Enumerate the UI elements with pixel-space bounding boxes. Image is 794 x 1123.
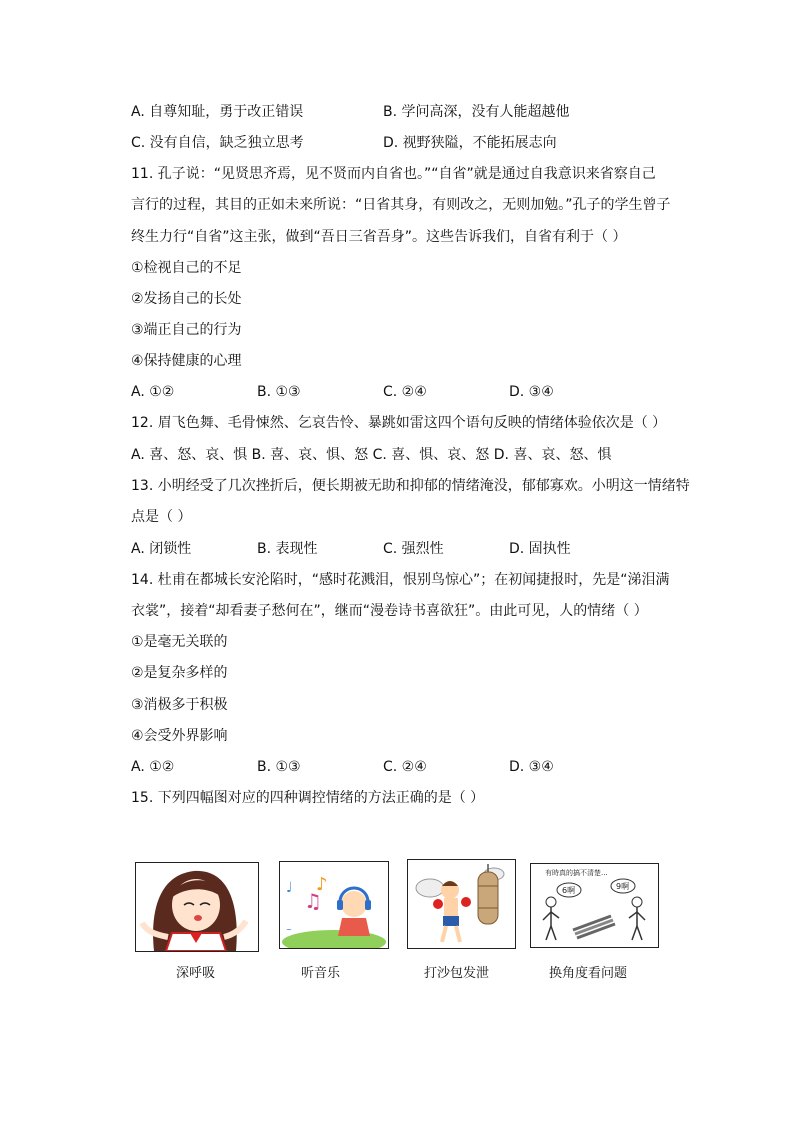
q12-options: A. 喜、怒、哀、惧 B. 喜、哀、惧、怒 C. 喜、惧、哀、怒 D. 喜、哀、怒、惧	[131, 447, 612, 463]
q14-item-3: ③消极多于积极	[131, 697, 228, 713]
figure-perspective	[530, 863, 659, 948]
figure-deep-breath	[135, 862, 259, 952]
q14-item-2: ②是复杂多样的	[131, 665, 228, 681]
panel4-header: 有時真的搞不清楚...	[545, 869, 608, 877]
panel4-right-bubble: 9啊	[616, 882, 630, 891]
girl-illustration	[136, 863, 258, 951]
q13-stem-line-1: 13. 小明经受了几次挫折后，便长期被无助和抑郁的情绪淹没，郁郁寡欢。小明这一情绪特	[131, 478, 690, 494]
q10-option-c: C. 没有自信，缺乏独立思考	[131, 135, 304, 151]
q11-option-b: B. ①③	[257, 384, 301, 400]
q14-item-4: ④会受外界影响	[131, 728, 228, 744]
q10-option-a: A. 自尊知耻，勇于改正错误	[131, 104, 304, 120]
q14-stem-line-2: 衣裳”，接着“却看妻子愁何在”，继而“漫卷诗书喜欲狂”。由此可见，人的情绪（ ）	[131, 603, 648, 619]
q13-option-c: C. 强烈性	[383, 541, 444, 557]
q11-option-a: A. ①②	[131, 384, 175, 400]
q14-stem-line-1: 14. 杜甫在都城长安沦陷时，“感时花溅泪，恨别鸟惊心”；在初闻捷报时，先是“涕泪满	[131, 572, 670, 588]
q14-option-d: D. ③④	[509, 759, 554, 775]
boxing-illustration	[408, 860, 515, 948]
q11-item-3: ③端正自己的行为	[131, 322, 242, 338]
q12-stem: 12. 眉飞色舞、毛骨悚然、乞哀告怜、暴跳如雷这四个语句反映的情绪体验依次是（ ）	[131, 415, 667, 431]
music-illustration	[280, 862, 388, 948]
svg-text:♫: ♫	[304, 889, 322, 913]
q11-item-1: ①检视自己的不足	[131, 260, 242, 276]
caption-punching-bag: 打沙包发泄	[424, 966, 490, 981]
q15-stem: 15. 下列四幅图对应的四种调控情绪的方法正确的是（ ）	[131, 790, 485, 806]
caption-deep-breath: 深呼吸	[176, 966, 216, 981]
q11-stem-line-3: 终生力行“自省”这主张，做到“吾日三省吾身”。这些告诉我们，自省有利于（ ）	[131, 229, 627, 245]
caption-listen-music: 听音乐	[301, 966, 341, 981]
q10-option-d: D. 视野狭隘，不能拓展志向	[383, 135, 557, 151]
svg-text:~: ~	[286, 926, 292, 934]
q13-option-a: A. 闭锁性	[131, 541, 192, 557]
svg-text:♩: ♩	[286, 880, 293, 896]
q11-option-c: C. ②④	[383, 384, 427, 400]
panel4-left-bubble: 6啊	[562, 886, 576, 895]
q10-option-b: B. 学问高深，没有人能超越他	[383, 104, 570, 120]
q14-option-c: C. ②④	[383, 759, 427, 775]
q13-option-b: B. 表现性	[257, 541, 318, 557]
q13-option-d: D. 固执性	[509, 541, 571, 557]
q14-item-1: ①是毫无关联的	[131, 634, 228, 650]
q14-option-a: A. ①②	[131, 759, 175, 775]
q14-option-b: B. ①③	[257, 759, 301, 775]
q11-option-d: D. ③④	[509, 384, 554, 400]
q11-stem-line-1: 11. 孔子说：“见贤思齐焉，见不贤而内自省也。”“自省”就是通过自我意识来省察自己	[131, 166, 656, 182]
q11-item-4: ④保持健康的心理	[131, 353, 242, 369]
q13-stem-line-2: 点是（ ）	[131, 509, 192, 525]
q11-item-2: ②发扬自己的长处	[131, 291, 242, 307]
q11-stem-line-2: 言行的过程，其目的正如未来所说：“日省其身，有则改之，无则加勉。”孔子的学生曾子	[131, 197, 671, 213]
figure-listen-music	[279, 861, 389, 949]
perspective-illustration	[531, 864, 658, 947]
caption-perspective: 换角度看问题	[549, 966, 628, 981]
figure-punching-bag	[407, 859, 516, 949]
svg-text:♪: ♪	[316, 874, 328, 895]
